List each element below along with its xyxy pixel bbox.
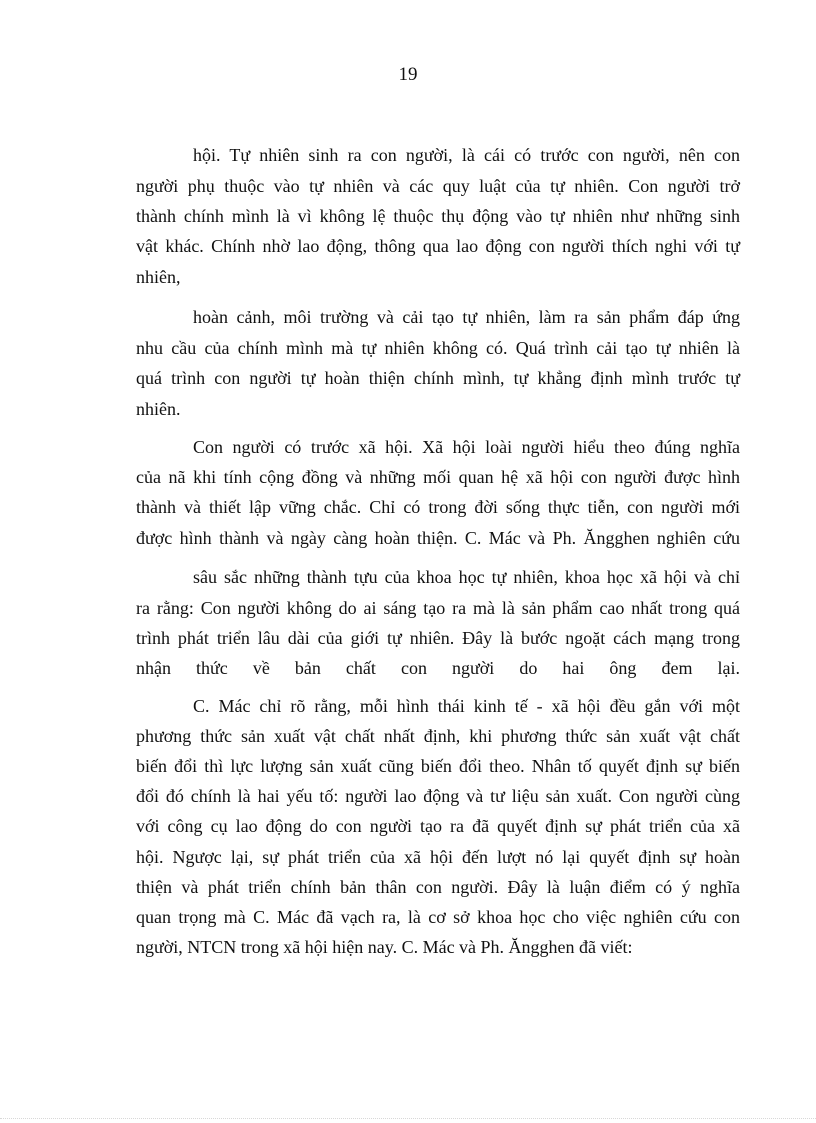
text-line: quá trình con người tự hoàn thiện chính mình, tự khẳng định mình trước tự xyxy=(136,368,740,388)
page-bottom-divider xyxy=(0,1118,816,1119)
text-line: vật khác. Chính nhờ lao động, thông qua lao động con người thích nghi với tự xyxy=(136,236,740,256)
text-line: nhiên. xyxy=(136,399,181,419)
text-line: của nã khi tính cộng đồng và những mối quan hệ xã hội con người được hình xyxy=(136,467,740,487)
text-line: phương thức sản xuất vật chất nhất định, khi phương thức sản xuất vật chất xyxy=(136,726,740,746)
text-line: thành chính mình là vì không lệ thuộc thụ động vào tự nhiên như những sinh xyxy=(136,206,740,226)
text-line: trình phát triển lâu dài của giới tự nhiên. Đây là bước ngoặt cách mạng trong xyxy=(136,628,740,648)
text-line: Con người có trước xã hội. Xã hội loài người hiểu theo đúng nghĩa xyxy=(193,437,740,457)
text-line: thiện và phát triển chính bản thân con người. Đây là luận điểm có ý nghĩa xyxy=(136,877,740,897)
text-line: biến đổi thì lực lượng sản xuất cũng biến đổi theo. Nhân tố quyết định sự biến xyxy=(136,756,740,776)
text-line: sâu sắc những thành tựu của khoa học tự nhiên, khoa học xã hội và chỉ xyxy=(193,567,740,587)
text-line: hội. Tự nhiên sinh ra con người, là cái có trước con người, nên con xyxy=(193,145,740,165)
text-line: ra rằng: Con người không do ai sáng tạo ra mà là sản phẩm cao nhất trong quá xyxy=(136,598,740,618)
text-line: đổi đó chính là hai yếu tố: người lao động và tư liệu sản xuất. Con người cùng xyxy=(136,786,740,806)
text-line: hoàn cảnh, môi trường và cải tạo tự nhiên, làm ra sản phẩm đáp ứng xyxy=(193,307,740,327)
text-line: quan trọng mà C. Mác đã vạch ra, là cơ sở khoa học cho việc nghiên cứu con xyxy=(136,907,740,927)
text-line: người, NTCN trong xã hội hiện nay. C. Mác và Ph. Ăngghen đã viết: xyxy=(136,937,633,957)
text-line: người phụ thuộc vào tự nhiên và các quy luật của tự nhiên. Con người trở xyxy=(136,176,740,196)
text-line: nhiên, xyxy=(136,267,181,287)
text-line: nhu cầu của chính mình mà tự nhiên không có. Quá trình cải tạo tự nhiên là xyxy=(136,338,740,358)
page-number: 19 xyxy=(398,64,418,85)
text-line: được hình thành và ngày càng hoàn thiện. C. Mác và Ph. Ăngghen nghiên cứu xyxy=(136,528,740,548)
text-line: với công cụ lao động do con người tạo ra đã quyết định sự phát triển của xã xyxy=(136,816,740,836)
text-line: hội. Ngược lại, sự phát triển của xã hội đến lượt nó lại quyết định sự hoàn xyxy=(136,847,740,867)
text-line: thành và thiết lập vững chắc. Chỉ có trong đời sống thực tiễn, con người mới xyxy=(136,497,740,517)
text-line: C. Mác chỉ rõ rằng, mỗi hình thái kinh tế - xã hội đều gắn với một xyxy=(193,696,740,716)
text-line: nhận thức về bản chất con người do hai ông đem lại. xyxy=(136,658,740,678)
